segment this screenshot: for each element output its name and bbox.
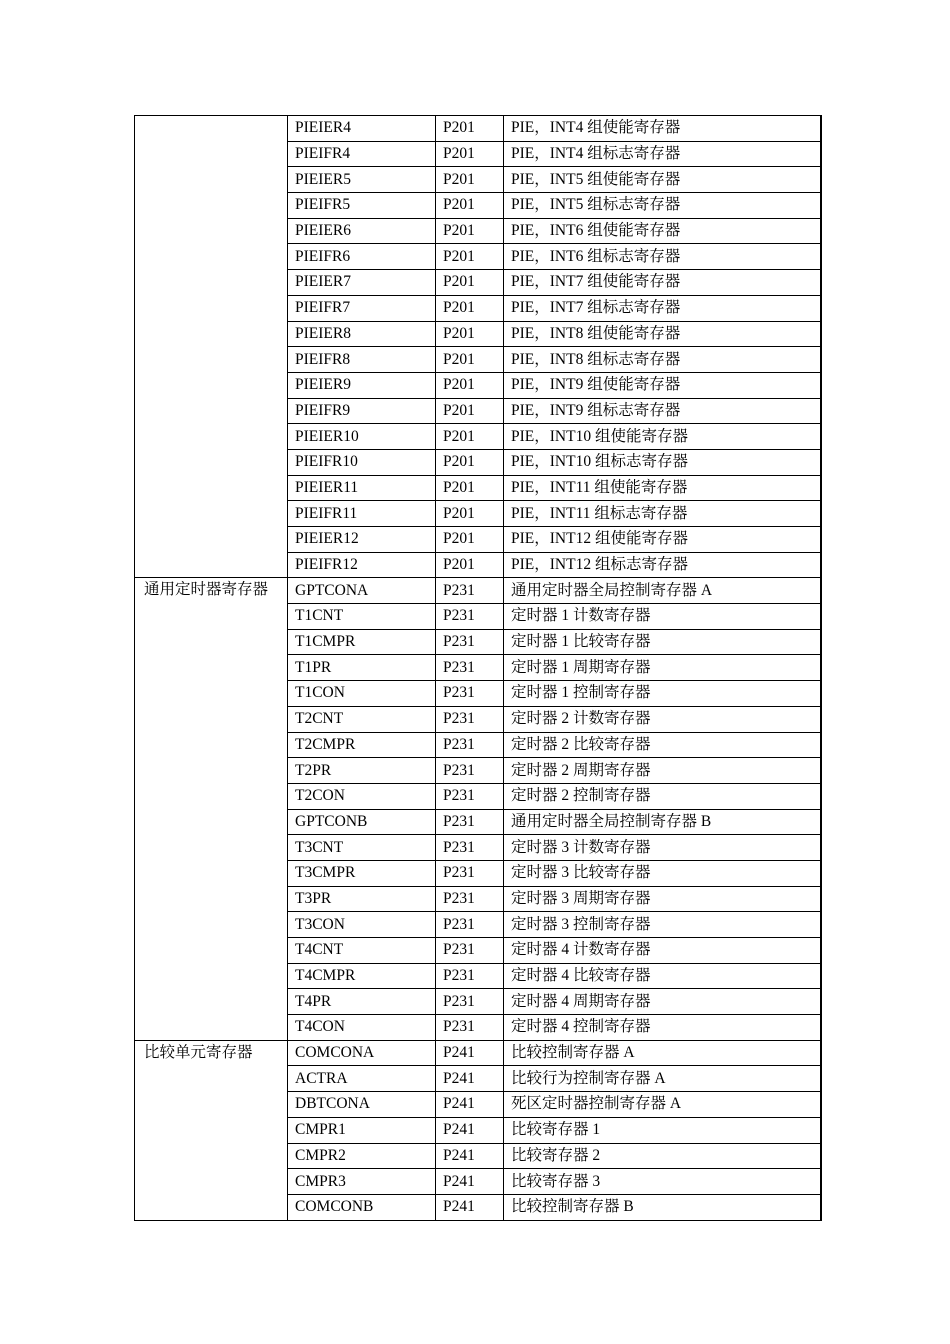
register-table-body	[135, 116, 821, 1221]
description-cell: 死区定时器控制寄存器 A	[504, 1092, 821, 1118]
register-name-cell: PIEIER7	[288, 270, 436, 296]
description-cell: PIE，INT12 组标志寄存器	[504, 552, 821, 578]
category-cell: 比较单元寄存器	[135, 1040, 288, 1220]
page-ref-cell: P201	[436, 193, 504, 219]
page-ref-cell: P231	[436, 783, 504, 809]
description-cell: PIE，INT11 组标志寄存器	[504, 501, 821, 527]
page-ref-cell: P241	[436, 1092, 504, 1118]
page-ref-cell: P201	[436, 244, 504, 270]
description-cell: 比较寄存器 3	[504, 1169, 821, 1195]
page-ref-cell: P231	[436, 732, 504, 758]
page-ref-cell: P201	[436, 552, 504, 578]
register-name-cell: T4CNT	[288, 938, 436, 964]
register-name-cell: PIEIFR4	[288, 141, 436, 167]
description-cell: 定时器 4 周期寄存器	[504, 989, 821, 1015]
register-name-cell: T3CMPR	[288, 860, 436, 886]
page-ref-cell: P231	[436, 578, 504, 604]
register-name-cell: GPTCONB	[288, 809, 436, 835]
description-cell: PIE，INT10 组使能寄存器	[504, 424, 821, 450]
register-table	[134, 115, 822, 1221]
page-ref-cell: P201	[436, 527, 504, 553]
description-cell: PIE，INT4 组标志寄存器	[504, 141, 821, 167]
description-cell: 通用定时器全局控制寄存器 B	[504, 809, 821, 835]
register-name-cell: PIEIFR11	[288, 501, 436, 527]
register-name-cell: T4PR	[288, 989, 436, 1015]
page-ref-cell: P201	[436, 321, 504, 347]
register-name-cell: CMPR2	[288, 1143, 436, 1169]
register-name-cell: PIEIER6	[288, 218, 436, 244]
page-ref-cell: P231	[436, 604, 504, 630]
register-name-cell: PIEIER4	[288, 116, 436, 142]
page-ref-cell: P201	[436, 424, 504, 450]
register-name-cell: PIEIFR10	[288, 449, 436, 475]
register-name-cell: COMCONB	[288, 1194, 436, 1220]
description-cell: PIE，INT7 组使能寄存器	[504, 270, 821, 296]
description-cell: PIE，INT8 组标志寄存器	[504, 347, 821, 373]
description-cell: 定时器 2 周期寄存器	[504, 758, 821, 784]
table-row	[135, 578, 821, 604]
register-name-cell: COMCONA	[288, 1040, 436, 1066]
description-cell: 定时器 2 控制寄存器	[504, 783, 821, 809]
page-ref-cell: P201	[436, 372, 504, 398]
page-ref-cell: P201	[436, 116, 504, 142]
page-ref-cell: P231	[436, 860, 504, 886]
register-name-cell: ACTRA	[288, 1066, 436, 1092]
description-cell: 比较寄存器 1	[504, 1117, 821, 1143]
page-ref-cell: P231	[436, 938, 504, 964]
description-cell: 定时器 2 比较寄存器	[504, 732, 821, 758]
page-ref-cell: P231	[436, 655, 504, 681]
description-cell: PIE，INT4 组使能寄存器	[504, 116, 821, 142]
page-ref-cell: P201	[436, 167, 504, 193]
description-cell: 定时器 4 计数寄存器	[504, 938, 821, 964]
page-ref-cell: P241	[436, 1169, 504, 1195]
description-cell: 定时器 4 控制寄存器	[504, 1015, 821, 1041]
register-name-cell: PIEIFR6	[288, 244, 436, 270]
page-ref-cell: P231	[436, 681, 504, 707]
register-name-cell: PIEIFR8	[288, 347, 436, 373]
register-name-cell: PIEIER10	[288, 424, 436, 450]
description-cell: PIE，INT7 组标志寄存器	[504, 295, 821, 321]
page-ref-cell: P231	[436, 706, 504, 732]
description-cell: 定时器 1 计数寄存器	[504, 604, 821, 630]
register-name-cell: T1CMPR	[288, 629, 436, 655]
description-cell: 定时器 3 比较寄存器	[504, 860, 821, 886]
description-cell: 比较控制寄存器 B	[504, 1194, 821, 1220]
register-name-cell: CMPR3	[288, 1169, 436, 1195]
register-name-cell: T2CMPR	[288, 732, 436, 758]
page-ref-cell: P231	[436, 886, 504, 912]
page-ref-cell: P201	[436, 295, 504, 321]
register-name-cell: T4CON	[288, 1015, 436, 1041]
register-name-cell: PIEIFR5	[288, 193, 436, 219]
page-ref-cell: P201	[436, 501, 504, 527]
description-cell: 定时器 3 周期寄存器	[504, 886, 821, 912]
description-cell: 定时器 3 控制寄存器	[504, 912, 821, 938]
page-ref-cell: P231	[436, 1015, 504, 1041]
register-name-cell: T1CON	[288, 681, 436, 707]
register-name-cell: T4CMPR	[288, 963, 436, 989]
register-name-cell: PIEIFR9	[288, 398, 436, 424]
category-cell	[135, 116, 288, 578]
register-name-cell: T3CNT	[288, 835, 436, 861]
page-ref-cell: P201	[436, 218, 504, 244]
register-name-cell: PIEIER9	[288, 372, 436, 398]
register-name-cell: T2CON	[288, 783, 436, 809]
description-cell: 定时器 1 周期寄存器	[504, 655, 821, 681]
register-name-cell: PIEIER12	[288, 527, 436, 553]
page-ref-cell: P231	[436, 835, 504, 861]
register-name-cell: GPTCONA	[288, 578, 436, 604]
page-ref-cell: P241	[436, 1066, 504, 1092]
register-name-cell: DBTCONA	[288, 1092, 436, 1118]
page-ref-cell: P231	[436, 809, 504, 835]
description-cell: PIE，INT9 组标志寄存器	[504, 398, 821, 424]
description-cell: 通用定时器全局控制寄存器 A	[504, 578, 821, 604]
description-cell: 定时器 2 计数寄存器	[504, 706, 821, 732]
description-cell: 定时器 1 比较寄存器	[504, 629, 821, 655]
register-name-cell: T2PR	[288, 758, 436, 784]
page-ref-cell: P231	[436, 963, 504, 989]
description-cell: PIE，INT5 组使能寄存器	[504, 167, 821, 193]
description-cell: 定时器 4 比较寄存器	[504, 963, 821, 989]
register-name-cell: PIEIFR12	[288, 552, 436, 578]
description-cell: PIE，INT10 组标志寄存器	[504, 449, 821, 475]
page-ref-cell: P201	[436, 347, 504, 373]
register-name-cell: PIEIER11	[288, 475, 436, 501]
register-name-cell: PIEIFR7	[288, 295, 436, 321]
table-row	[135, 116, 821, 142]
description-cell: 比较寄存器 2	[504, 1143, 821, 1169]
page-ref-cell: P201	[436, 270, 504, 296]
page-ref-cell: P231	[436, 989, 504, 1015]
page-ref-cell: P241	[436, 1143, 504, 1169]
register-name-cell: CMPR1	[288, 1117, 436, 1143]
category-cell: 通用定时器寄存器	[135, 578, 288, 1040]
description-cell: PIE，INT6 组使能寄存器	[504, 218, 821, 244]
description-cell: PIE，INT5 组标志寄存器	[504, 193, 821, 219]
page-ref-cell: P231	[436, 758, 504, 784]
page-ref-cell: P201	[436, 141, 504, 167]
register-name-cell: T3CON	[288, 912, 436, 938]
page-ref-cell: P231	[436, 912, 504, 938]
description-cell: PIE，INT11 组使能寄存器	[504, 475, 821, 501]
description-cell: PIE，INT8 组使能寄存器	[504, 321, 821, 347]
page-ref-cell: P201	[436, 449, 504, 475]
page-ref-cell: P201	[436, 398, 504, 424]
table-row	[135, 1040, 821, 1066]
page-ref-cell: P241	[436, 1194, 504, 1220]
page-ref-cell: P241	[436, 1117, 504, 1143]
description-cell: 比较控制寄存器 A	[504, 1040, 821, 1066]
page-ref-cell: P201	[436, 475, 504, 501]
page-ref-cell: P231	[436, 629, 504, 655]
description-cell: PIE，INT12 组使能寄存器	[504, 527, 821, 553]
register-name-cell: T1CNT	[288, 604, 436, 630]
description-cell: 定时器 1 控制寄存器	[504, 681, 821, 707]
page-ref-cell: P241	[436, 1040, 504, 1066]
description-cell: PIE，INT6 组标志寄存器	[504, 244, 821, 270]
register-name-cell: T2CNT	[288, 706, 436, 732]
description-cell: 定时器 3 计数寄存器	[504, 835, 821, 861]
register-name-cell: PIEIER8	[288, 321, 436, 347]
register-name-cell: T1PR	[288, 655, 436, 681]
register-name-cell: PIEIER5	[288, 167, 436, 193]
description-cell: PIE，INT9 组使能寄存器	[504, 372, 821, 398]
description-cell: 比较行为控制寄存器 A	[504, 1066, 821, 1092]
register-name-cell: T3PR	[288, 886, 436, 912]
